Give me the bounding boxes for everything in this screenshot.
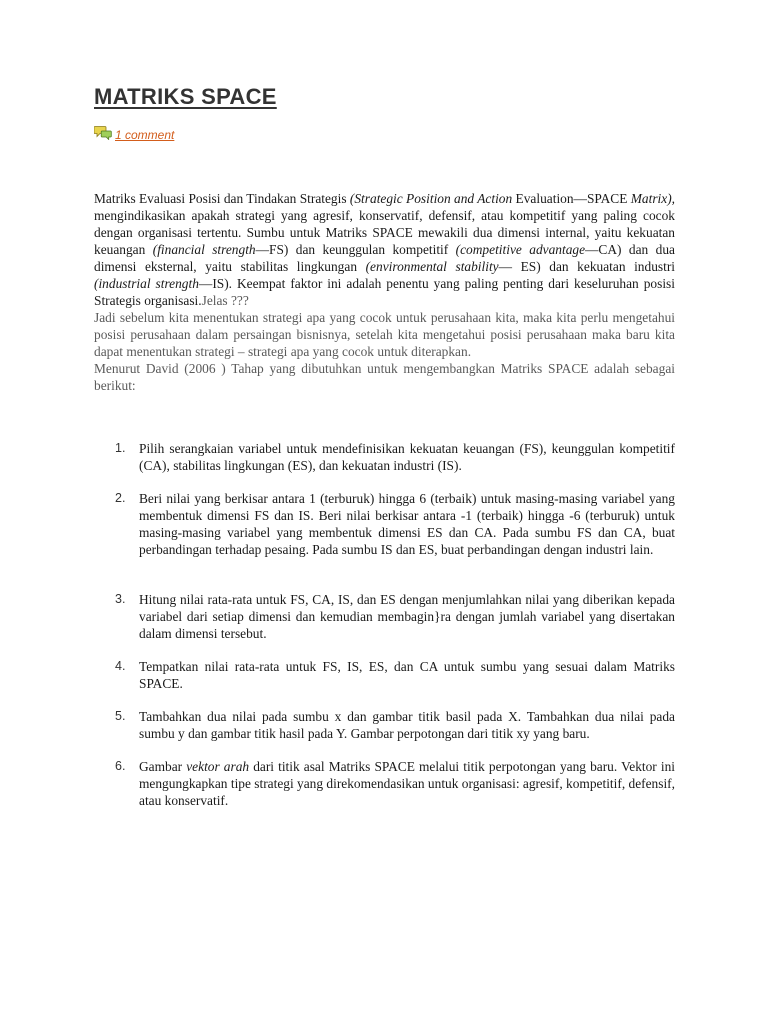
steps-list <box>94 440 675 809</box>
intro-text-4: Matrix), <box>630 191 676 206</box>
intro-text-6: (financial strength <box>152 242 256 257</box>
context-paragraph: Jadi sebelum kita menentukan strategi apa yang cocok untuk perusahaan kita, maka kita perlu mengetahui posisi perusahaan dalam persaingan bisnisnya, setelah kita mengetahui posisi perusahaan maka baru kita dapat menentukan strategi – strategi apa yang cocok untuk diterapkan. <box>94 310 675 359</box>
intro-text-3: Evaluation—SPACE <box>512 191 631 206</box>
list-item-text: Tambahkan dua nilai pada sumbu x dan gambar titik basil pada X. Tambahkan dua nilai pada sumbu y dan gambar titik hasil pada Y. Gambar perpotongan dari titik xy yang baru. <box>139 709 675 741</box>
source-paragraph: Menurut David (2006 ) Tahap yang dibutuhkan untuk mengembangkan Matriks SPACE adalah sebagai berikut: <box>94 361 675 393</box>
comment-count-link[interactable]: 1 comment <box>115 128 175 142</box>
list-item-text: Hitung nilai rata-rata untuk FS, CA, IS, dan ES dengan menjumlahkan nilai yang diberikan kepada variabel dari setiap dimensi dan kemudian membagin}ra dengan jumlah variabel yang disertakan dalam dimensi tersebut. <box>139 592 675 641</box>
intro-paragraph <box>94 190 675 309</box>
intro-text-12: (industrial strength <box>94 276 199 291</box>
list-item-number: 3. <box>115 592 126 606</box>
intro-question: Jelas ??? <box>201 293 249 308</box>
list-item-emphasis: vektor arah <box>186 759 250 774</box>
comment-meta <box>94 122 174 142</box>
list-item-number: 4. <box>115 659 126 673</box>
list-item-text: Beri nilai yang berkisar antara 1 (terburuk) hingga 6 (terbaik) untuk masing-masing variabel yang membentuk dimensi FS dan IS. Beri nilai berkisar antara -1 (terbaik) hingga -6 (terburuk) untuk masing-masing variabel yang membentuk dimensi ES dan CA. Pada sumbu FS dan CA, buat perbandingan terhadap pesaing. Pada sumbu IS dan ES, buat perbandingan dengan industri lain. <box>139 491 675 557</box>
comment-bubbles-icon <box>94 125 112 140</box>
list-item <box>94 758 675 809</box>
list-item-text: Tempatkan nilai rata-rata untuk FS, IS, ES, dan CA untuk sumbu yang sesuai dalam Matriks SPACE. <box>139 659 675 691</box>
list-item-text: dari titik asal Matriks SPACE melalui titik perpotongan yang baru. Vektor ini mengungkapkan tipe strategi yang direkomendasikan untuk organisasi: agresif, kompetitif, defensif, atau konservatif. <box>139 759 675 808</box>
intro-text-7: —FS) dan keunggulan kompetitif <box>255 242 456 257</box>
list-item-text: Pilih serangkaian variabel untuk mendefinisikan kekuatan keuangan (FS), keunggulan kompetitif (CA), stabilitas lingkungan (ES), dan kekuatan industri (IS). <box>139 441 675 473</box>
intro-text-11: — ES) dan kekuatan industri <box>498 259 676 274</box>
article-body <box>94 190 675 394</box>
list-item-number: 2. <box>115 491 126 505</box>
list-item <box>94 440 675 474</box>
list-item-number: 1. <box>115 441 126 455</box>
intro-text-5: mengindikasikan apakah strategi yang agresif, konservatif, defensif, atau kompetitif yang paling cocok dengan organisasi tertentu. Sumbu untuk Matriks SPACE mewakili dua dimensi internal, yaitu kekuatan keuangan <box>94 208 675 257</box>
intro-text-1: Matriks Evaluasi Posisi dan Tindakan Strategis <box>94 191 350 206</box>
intro-text-2: (Strategic Position and Action <box>349 191 513 206</box>
list-item-number: 6. <box>115 759 126 773</box>
intro-text-13: —IS). Keempat faktor ini adalah penentu yang paling penting dari keseluruhan posisi Strategis organisasi. <box>94 276 675 308</box>
list-item <box>94 490 675 558</box>
list-item-number: 5. <box>115 709 126 723</box>
intro-text-10: (environmental stability <box>365 259 499 274</box>
list-item <box>94 708 675 742</box>
page-title: MATRIKS SPACE <box>94 84 277 109</box>
intro-text-9: —CA) dan dua dimensi eksternal, yaitu stabilitas lingkungan <box>94 242 675 274</box>
intro-text-8: (competitive advantage <box>455 242 586 257</box>
list-item <box>94 658 675 692</box>
list-item <box>94 591 675 642</box>
list-item-text: Gambar <box>139 759 187 774</box>
